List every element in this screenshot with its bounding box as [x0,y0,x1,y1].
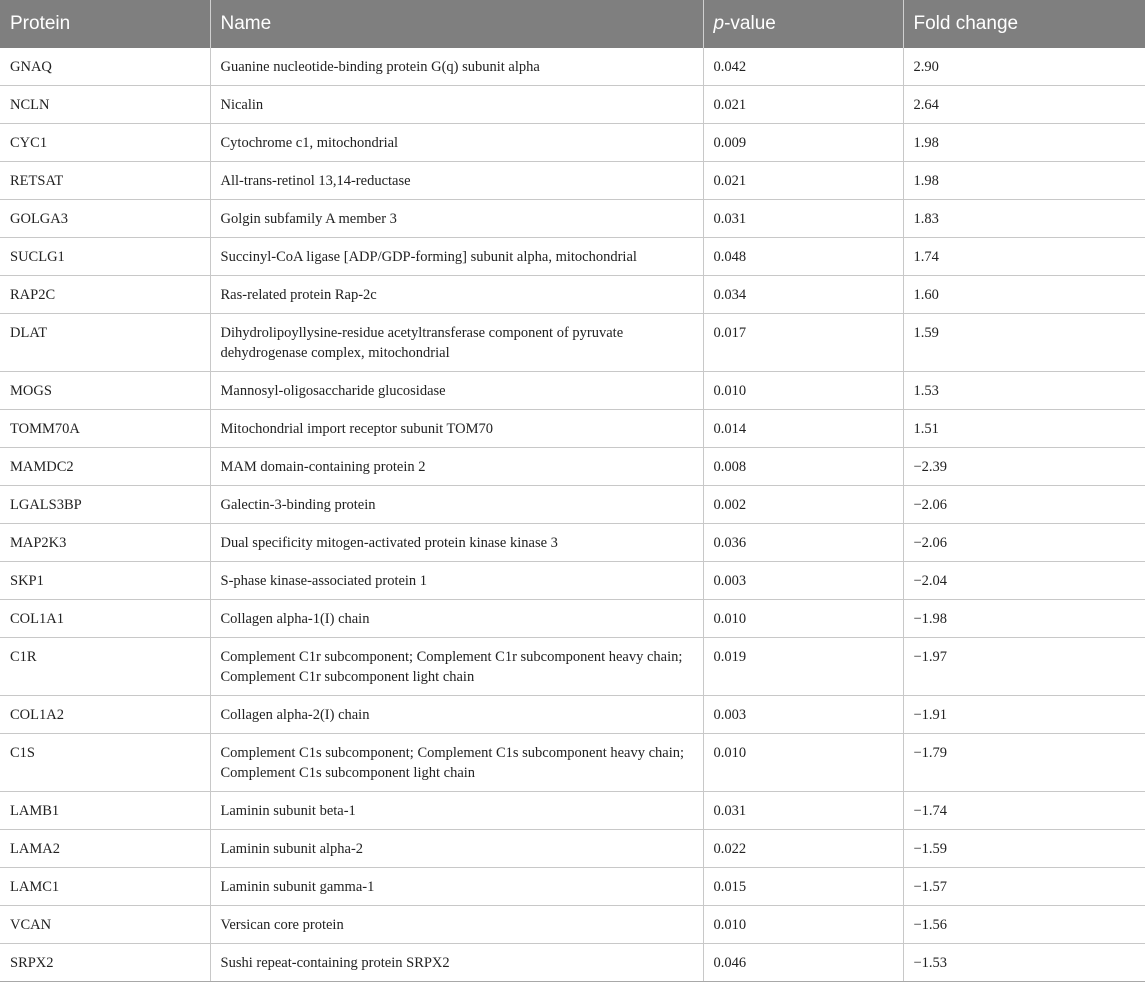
cell-fold-change: −1.98 [903,600,1145,638]
cell-protein: MAMDC2 [0,448,210,486]
cell-protein: GNAQ [0,48,210,86]
cell-name: Ras-related protein Rap-2c [210,276,703,314]
cell-protein: C1R [0,638,210,696]
cell-pvalue: 0.003 [703,696,903,734]
header-fold-change: Fold change [903,0,1145,48]
table-row [0,638,1145,696]
cell-pvalue: 0.002 [703,486,903,524]
cell-name: MAM domain-containing protein 2 [210,448,703,486]
table-row [0,410,1145,448]
table-row [0,200,1145,238]
header-row [0,0,1145,48]
cell-pvalue: 0.017 [703,314,903,372]
cell-fold-change: −1.97 [903,638,1145,696]
cell-protein: LGALS3BP [0,486,210,524]
cell-pvalue: 0.021 [703,86,903,124]
cell-protein: SUCLG1 [0,238,210,276]
cell-fold-change: −1.53 [903,944,1145,982]
cell-fold-change: 1.98 [903,124,1145,162]
cell-fold-change: −2.39 [903,448,1145,486]
table-row [0,734,1145,792]
table-row [0,830,1145,868]
cell-protein: SKP1 [0,562,210,600]
cell-protein: CYC1 [0,124,210,162]
cell-protein: MOGS [0,372,210,410]
cell-name: Versican core protein [210,906,703,944]
cell-name: Mitochondrial import receptor subunit TOM70 [210,410,703,448]
table-row [0,124,1145,162]
cell-pvalue: 0.042 [703,48,903,86]
cell-name: Laminin subunit gamma-1 [210,868,703,906]
cell-pvalue: 0.031 [703,792,903,830]
cell-pvalue: 0.010 [703,734,903,792]
table-row [0,372,1145,410]
cell-name: Golgin subfamily A member 3 [210,200,703,238]
cell-pvalue: 0.048 [703,238,903,276]
cell-fold-change: 1.60 [903,276,1145,314]
table-row [0,792,1145,830]
cell-protein: DLAT [0,314,210,372]
cell-pvalue: 0.019 [703,638,903,696]
table-header [0,0,1145,48]
table-row [0,48,1145,86]
header-pvalue-p: p [713,13,725,34]
cell-name: Laminin subunit alpha-2 [210,830,703,868]
cell-name: Guanine nucleotide-binding protein G(q) subunit alpha [210,48,703,86]
cell-pvalue: 0.010 [703,906,903,944]
cell-pvalue: 0.021 [703,162,903,200]
cell-name: Collagen alpha-1(I) chain [210,600,703,638]
table-row [0,944,1145,982]
cell-name: S-phase kinase-associated protein 1 [210,562,703,600]
cell-fold-change: 2.64 [903,86,1145,124]
cell-fold-change: −1.91 [903,696,1145,734]
cell-name: Complement C1r subcomponent; Complement C1r subcomponent heavy chain; Complement C1r subcomponent light chain [210,638,703,696]
cell-fold-change: −2.06 [903,524,1145,562]
cell-name: All-trans-retinol 13,14-reductase [210,162,703,200]
table-row [0,238,1145,276]
table-row [0,868,1145,906]
table-row [0,162,1145,200]
cell-pvalue: 0.034 [703,276,903,314]
cell-pvalue: 0.003 [703,562,903,600]
cell-pvalue: 0.014 [703,410,903,448]
table-row [0,562,1145,600]
table-row [0,486,1145,524]
table-row [0,906,1145,944]
header-name: Name [210,0,703,48]
cell-pvalue: 0.031 [703,200,903,238]
header-pvalue-suffix: -value [724,13,776,34]
cell-protein: LAMB1 [0,792,210,830]
cell-fold-change: −1.57 [903,868,1145,906]
cell-pvalue: 0.010 [703,600,903,638]
cell-fold-change: 1.53 [903,372,1145,410]
cell-name: Laminin subunit beta-1 [210,792,703,830]
cell-name: Mannosyl-oligosaccharide glucosidase [210,372,703,410]
cell-name: Galectin-3-binding protein [210,486,703,524]
cell-name: Dual specificity mitogen-activated protein kinase kinase 3 [210,524,703,562]
cell-pvalue: 0.009 [703,124,903,162]
cell-protein: RETSAT [0,162,210,200]
cell-name: Succinyl-CoA ligase [ADP/GDP-forming] subunit alpha, mitochondrial [210,238,703,276]
cell-fold-change: 1.83 [903,200,1145,238]
cell-pvalue: 0.022 [703,830,903,868]
cell-name: Dihydrolipoyllysine-residue acetyltransferase component of pyruvate dehydrogenase complex, mitochondrial [210,314,703,372]
table-body [0,48,1145,982]
cell-fold-change: 1.98 [903,162,1145,200]
cell-name: Cytochrome c1, mitochondrial [210,124,703,162]
cell-name: Complement C1s subcomponent; Complement C1s subcomponent heavy chain; Complement C1s subcomponent light chain [210,734,703,792]
cell-fold-change: −1.59 [903,830,1145,868]
cell-protein: COL1A1 [0,600,210,638]
header-pvalue [703,0,903,48]
cell-protein: GOLGA3 [0,200,210,238]
cell-pvalue: 0.046 [703,944,903,982]
cell-protein: VCAN [0,906,210,944]
table-row [0,448,1145,486]
table-row [0,600,1145,638]
cell-protein: TOMM70A [0,410,210,448]
header-protein: Protein [10,13,71,34]
cell-protein: SRPX2 [0,944,210,982]
table-row [0,314,1145,372]
cell-protein: C1S [0,734,210,792]
cell-fold-change: −1.74 [903,792,1145,830]
cell-protein: NCLN [0,86,210,124]
table-row [0,86,1145,124]
cell-pvalue: 0.008 [703,448,903,486]
table-row [0,696,1145,734]
cell-pvalue: 0.036 [703,524,903,562]
cell-protein: LAMC1 [0,868,210,906]
cell-fold-change: −2.06 [903,486,1145,524]
cell-protein: MAP2K3 [0,524,210,562]
table-row [0,276,1145,314]
cell-name: Collagen alpha-2(I) chain [210,696,703,734]
cell-name: Sushi repeat-containing protein SRPX2 [210,944,703,982]
cell-fold-change: 1.59 [903,314,1145,372]
cell-protein: COL1A2 [0,696,210,734]
cell-fold-change: −2.04 [903,562,1145,600]
cell-fold-change: 1.74 [903,238,1145,276]
cell-fold-change: −1.79 [903,734,1145,792]
cell-fold-change: −1.56 [903,906,1145,944]
cell-protein: LAMA2 [0,830,210,868]
cell-fold-change: 1.51 [903,410,1145,448]
cell-name: Nicalin [210,86,703,124]
cell-pvalue: 0.015 [703,868,903,906]
table-row [0,524,1145,562]
cell-fold-change: 2.90 [903,48,1145,86]
cell-pvalue: 0.010 [703,372,903,410]
cell-protein: RAP2C [0,276,210,314]
